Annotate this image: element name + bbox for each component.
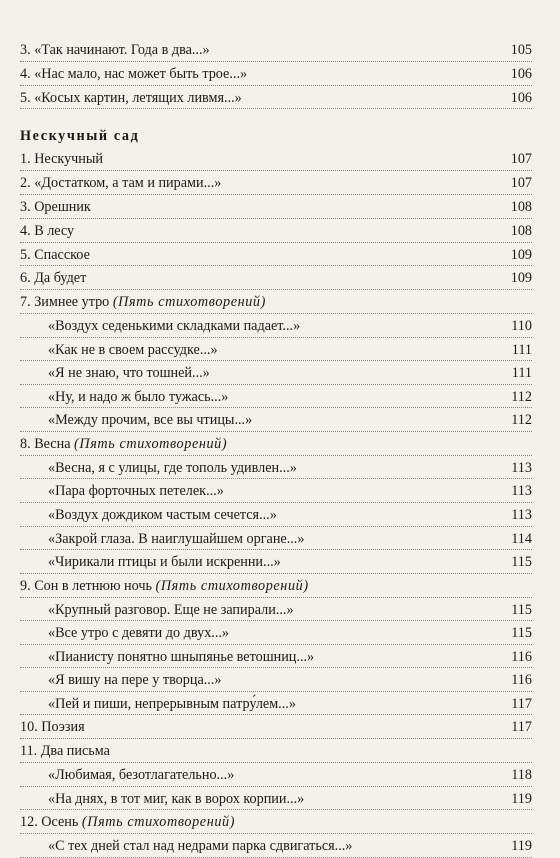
toc-subentry	[20, 503, 532, 527]
entry-title-text: «Я не знаю, что тошней...»	[48, 365, 210, 382]
page-number: 107	[510, 175, 532, 192]
page-number: 106	[510, 89, 532, 106]
entry-title-text: «Все утро с девяти до двух...»	[48, 625, 230, 642]
page-number: 106	[510, 65, 532, 82]
entry-title-text: 7. Зимнее утро	[20, 294, 113, 311]
intro-entries	[20, 38, 532, 109]
entry-title	[48, 480, 224, 502]
toc-entry	[20, 290, 532, 314]
entry-title-text: 10. Поэзия	[20, 719, 85, 736]
entry-title	[20, 196, 91, 218]
entry-title	[48, 409, 252, 431]
entry-title	[20, 716, 85, 738]
section-entries	[20, 147, 532, 857]
toc-entry	[20, 715, 532, 739]
cycle-note: (Пять стихотворений)	[155, 577, 309, 594]
page-number: 109	[510, 246, 532, 263]
toc-entry	[20, 195, 532, 219]
entry-title-text: 1. Нескучный	[20, 151, 104, 168]
toc-subentry	[20, 479, 532, 503]
entry-title-text: 2. «Достатком, а там и пирами...»	[20, 175, 222, 192]
entry-title-text: 5. «Косых картин, летящих ливмя...»	[20, 89, 242, 106]
page-number: 116	[511, 672, 532, 689]
entry-title-text: 5. Спасское	[20, 246, 90, 263]
entry-title	[20, 811, 235, 833]
toc-subentry	[20, 834, 532, 858]
entry-title-text: «Закрой глаза. В наиглушайшем органе...»	[48, 530, 305, 547]
table-of-contents	[20, 38, 532, 858]
entry-title-text: «Пей и пиши, непрерывным патру́лем...»	[48, 695, 296, 712]
page-number: 112	[511, 412, 532, 429]
entry-title-text: 6. Да будет	[20, 270, 87, 287]
entry-title-text: 12. Осень	[20, 814, 82, 831]
entry-title	[20, 148, 103, 170]
entry-title	[20, 267, 86, 289]
page-number: 113	[511, 506, 532, 523]
cycle-note: (Пять стихотворений)	[112, 294, 266, 311]
entry-title	[48, 362, 210, 384]
page-number: 116	[511, 648, 532, 665]
entry-title-text: «Ну, и надо ж было тужась...»	[48, 388, 229, 405]
toc-entry	[20, 219, 532, 243]
toc-entry	[20, 38, 532, 62]
entry-title	[48, 669, 221, 691]
entry-title-text: «Любимая, безотлагательно...»	[48, 767, 235, 784]
page-number: 107	[510, 151, 532, 168]
entry-title	[48, 835, 352, 857]
toc-subentry	[20, 787, 532, 811]
entry-title-text: «Воздух дождиком частым сечется...»	[48, 506, 277, 523]
entry-title-text: «Пара форточных петелек...»	[48, 483, 224, 500]
entry-title	[20, 220, 74, 242]
entry-title	[48, 693, 296, 715]
entry-title	[48, 788, 304, 810]
entry-title	[48, 528, 304, 550]
section-heading: Нескучный сад	[20, 128, 140, 145]
toc-subentry	[20, 668, 532, 692]
toc-subentry	[20, 550, 532, 574]
cycle-note: (Пять стихотворений)	[81, 814, 236, 831]
entry-title-text: «Крупный разговор. Еще не запирали...»	[48, 601, 294, 618]
toc-entry	[20, 432, 532, 456]
entry-title	[48, 339, 218, 361]
entry-title	[48, 386, 228, 408]
entry-title-text: 3. «Так начинают. Года в два...»	[20, 42, 210, 58]
toc-subentry	[20, 456, 532, 480]
page-number: 117	[511, 719, 532, 736]
toc-entry	[20, 147, 532, 171]
page-number: 111	[511, 365, 532, 382]
entry-title	[20, 740, 110, 762]
toc-subentry	[20, 314, 532, 338]
entry-title	[48, 551, 281, 573]
entry-title	[48, 504, 277, 526]
entry-title	[20, 575, 309, 597]
entry-title	[48, 457, 297, 479]
entry-title-text: «Чирикали птицы и были искренни...»	[48, 554, 281, 571]
page-number: 119	[511, 838, 532, 855]
entry-title	[20, 87, 242, 109]
page-number: 108	[510, 222, 532, 239]
page-number: 113	[511, 483, 532, 500]
entry-title-text: «Весна, я с улицы, где тополь удивлен...»	[48, 459, 297, 476]
toc-subentry	[20, 598, 532, 622]
entry-title	[48, 646, 314, 668]
entry-title	[20, 291, 266, 313]
section-gap	[20, 109, 532, 125]
page-number: 119	[511, 790, 532, 807]
entry-title	[20, 244, 90, 266]
entry-title-text: 3. Орешник	[20, 198, 91, 215]
entry-title-text: 9. Сон в летнюю ночь	[20, 577, 156, 594]
page-number: 113	[511, 459, 532, 476]
page-number: 114	[511, 530, 532, 547]
page-number: 111	[511, 341, 532, 358]
entry-title-text: «Между прочим, все вы чтицы...»	[48, 412, 253, 429]
entry-title-text: 8. Весна	[20, 435, 75, 452]
entry-title-text: «Воздух седенькими складками падает...»	[48, 317, 301, 334]
page-number: 109	[510, 270, 532, 287]
entry-title-text: «Пианисту понятно шныпянье ветошниц...»	[48, 648, 315, 665]
toc-subentry	[20, 645, 532, 669]
entry-title	[20, 172, 221, 194]
page-number: 118	[511, 767, 532, 784]
entry-title	[48, 315, 300, 337]
toc-subentry	[20, 621, 532, 645]
cycle-note: (Пять стихотворений)	[74, 435, 228, 452]
toc-entry	[20, 574, 532, 598]
page-number: 115	[511, 625, 532, 642]
toc-entry	[20, 86, 532, 110]
toc-subentry	[20, 361, 532, 385]
entry-title-text: «На днях, в тот миг, как в ворох корпии...»	[48, 790, 305, 807]
page-number: 110	[511, 317, 532, 334]
toc-entry	[20, 243, 532, 267]
entry-title	[20, 433, 227, 455]
toc-entry	[20, 810, 532, 834]
page-number: 115	[511, 601, 532, 618]
toc-entry	[20, 171, 532, 195]
entry-title-text: 11. Два письма	[20, 743, 110, 760]
toc-subentry	[20, 763, 532, 787]
toc-subentry	[20, 527, 532, 551]
entry-title-text: «С тех дней стал над недрами парка сдвигаться...»	[48, 838, 353, 855]
page-number: 115	[511, 554, 532, 571]
entry-title-text: «Я вишу на пере у творца...»	[48, 672, 222, 689]
toc-subentry	[20, 408, 532, 432]
entry-title	[20, 39, 210, 61]
page-number: 108	[510, 198, 532, 215]
toc-subentry	[20, 338, 532, 362]
entry-title	[48, 764, 234, 786]
toc-entry	[20, 739, 532, 763]
toc-subentry	[20, 692, 532, 716]
entry-title-text: 4. «Нас мало, нас может быть трое...»	[20, 65, 248, 82]
entry-title-text: 4. В лесу	[20, 222, 75, 239]
toc-subentry	[20, 385, 532, 409]
entry-title	[20, 63, 247, 85]
page-number: 105	[510, 42, 532, 58]
entry-title	[48, 622, 229, 644]
page-number: 112	[511, 388, 532, 405]
entry-title-text: «Как не в своем рассудке...»	[48, 341, 218, 358]
toc-entry	[20, 266, 532, 290]
toc-entry	[20, 62, 532, 86]
page-number: 117	[511, 695, 532, 712]
entry-title	[48, 599, 294, 621]
